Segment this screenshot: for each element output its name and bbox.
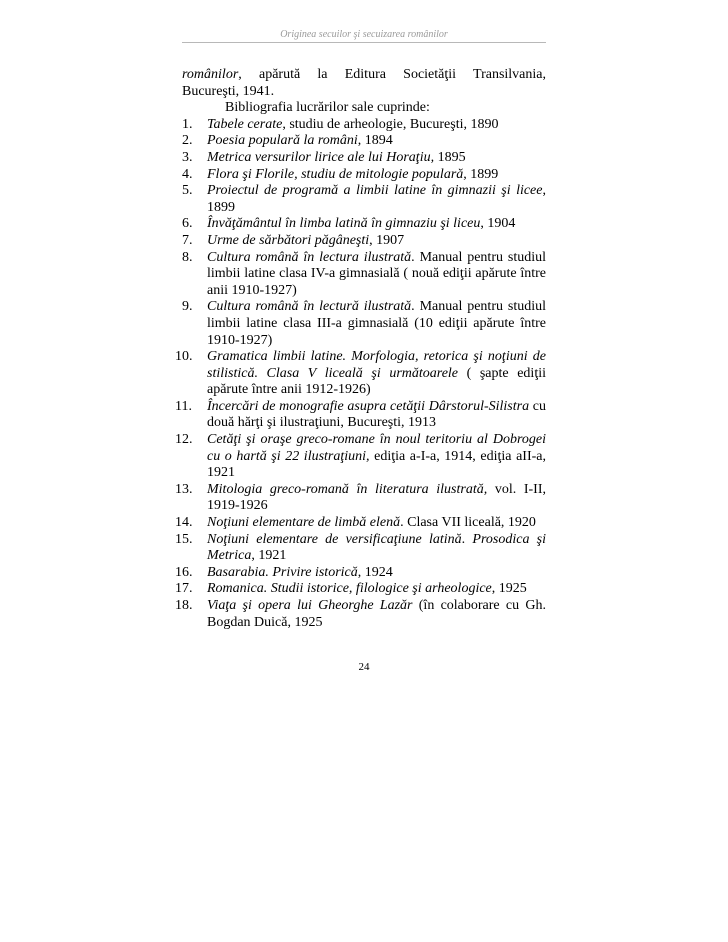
item-number: 17. xyxy=(175,581,193,597)
item-details: 1895 xyxy=(434,149,466,165)
intro-paragraph xyxy=(182,67,546,100)
item-details: , 1899 xyxy=(207,183,546,215)
item-details: (în colaborare cu Gh. Bogdan Duică, 1925 xyxy=(207,598,546,630)
item-details-2: , 1921 xyxy=(251,548,287,564)
bibliography-item xyxy=(175,581,546,598)
bibliography-item xyxy=(175,481,546,515)
item-number: 5. xyxy=(182,183,193,199)
item-details: , studiu de arheologie, Bucureşti, 1890 xyxy=(282,116,499,132)
item-details: , 1904 xyxy=(480,216,516,232)
item-number: 15. xyxy=(175,531,193,547)
intro-line-1 xyxy=(182,67,546,84)
item-details: ( şapte ediţii apărute între anii 1912-1926) xyxy=(207,365,546,398)
bibliography-item xyxy=(175,349,546,399)
intro-rest: , apărută la Editura Societăţii Transilvania, xyxy=(238,67,546,82)
item-title: Gramatica limbii latine. Morfologia, retorica şi noţiuni de stilistică. Clasa V liceală şi următoarele xyxy=(207,349,546,381)
item-title: Cetăţi şi oraşe greco-romane în noul teritoriu al Dobrogei cu o hartă şi 22 ilustraţiuni, xyxy=(207,432,546,464)
item-number: 8. xyxy=(182,249,193,265)
item-number: 1. xyxy=(182,116,193,132)
item-title: Viaţa şi opera lui Gheorghe Lazăr xyxy=(207,598,413,613)
bibliography-item xyxy=(175,531,547,565)
bibliography-item xyxy=(175,598,546,631)
item-title: Basarabia. Privire istorică xyxy=(207,564,358,580)
item-details: , 1894 xyxy=(357,133,393,149)
bibliography-item xyxy=(182,133,546,150)
item-number: 10. xyxy=(175,349,193,365)
item-number: 13. xyxy=(175,481,193,497)
item-title: Noţiuni elementare de limbă elenă xyxy=(207,515,401,531)
bibliography-item xyxy=(175,432,546,482)
item-details: ediţia a-I-a, 1914, ediţia aII-a, 1921 xyxy=(207,448,546,481)
item-title: Încercări de monografie asupra cetăţii Dârstorul-Silistra xyxy=(207,398,530,414)
item-details: . Manual pentru studiul limbii latine clasa IV-a gimnasială ( nouă ediţii apărute între anii 1910-1927) xyxy=(207,249,546,298)
bibliography-item xyxy=(182,250,546,300)
item-details: . xyxy=(461,531,473,547)
item-number: 3. xyxy=(182,149,193,165)
bibliography-item xyxy=(175,564,546,582)
item-number: 9. xyxy=(182,299,193,315)
item-title: Învăţământul în limba latină în gimnaziu şi liceu xyxy=(207,216,481,232)
bibliography-item xyxy=(182,150,546,167)
bibliography-item xyxy=(182,233,546,250)
item-title: Urme de sărbători păgâneşti xyxy=(207,232,370,248)
item-details: vol. I-II, 1919-1926 xyxy=(207,481,546,514)
item-number: 18. xyxy=(175,598,193,613)
page-number: 24 xyxy=(358,661,370,673)
bibliography-item xyxy=(182,183,546,216)
item-title: Proiectul de programă a limbii latine în gimnazii şi licee xyxy=(207,183,543,199)
item-number: 12. xyxy=(175,432,193,448)
item-number: 11. xyxy=(175,398,192,414)
item-title: Tabele cerate xyxy=(207,116,283,132)
item-title: Flora şi Florile, studiu de mitologie populară xyxy=(207,166,464,182)
running-header: Originea secuilor şi secuizarea românilor xyxy=(182,29,546,43)
item-details: cu două hărţi şi ilustraţiuni, Bucureşti, 1913 xyxy=(207,398,546,431)
bibliography-item xyxy=(182,299,546,349)
item-number: 2. xyxy=(182,133,193,149)
intro-line-2: Bucureşti, 1941. xyxy=(182,83,275,99)
item-title: Cultura română în lectură ilustrată xyxy=(207,299,412,315)
item-details: , 1899 xyxy=(463,166,499,182)
item-title: Romanica. Studii istorice, filologice şi arheologice xyxy=(207,581,492,597)
item-details: , 1924 xyxy=(357,564,393,580)
bibliography-item xyxy=(182,167,546,184)
item-subtitle: Prosodica şi Metrica xyxy=(207,531,547,564)
item-details: . Manual pentru studiul limbii latine clasa III-a gimnasială (10 ediţii apărute între 1910-1927) xyxy=(207,299,546,348)
item-details: . Clasa VII liceală, 1920 xyxy=(400,515,536,531)
item-title: Metrica versurilor lirice ale lui Horaţiu, xyxy=(207,149,435,165)
intro-italic: românilor xyxy=(182,67,239,82)
item-details: , 1907 xyxy=(369,232,405,248)
bibliography-item xyxy=(175,515,546,532)
item-title: Cultura română în lectura ilustrată xyxy=(207,249,412,265)
bibliography-heading: Bibliografia lucrărilor sale cuprinde: xyxy=(225,100,430,116)
item-number: 14. xyxy=(175,515,193,531)
item-title: Noţiuni elementare de versificaţiune latină xyxy=(207,531,462,547)
bibliography-item xyxy=(182,117,546,134)
item-number: 4. xyxy=(182,166,193,182)
item-number: 7. xyxy=(182,232,193,248)
item-number: 16. xyxy=(175,564,193,580)
bibliography-item xyxy=(182,216,546,233)
bibliography-item xyxy=(175,398,546,432)
item-title: Mitologia greco-romană în literatura ilustrată, xyxy=(207,481,488,497)
item-details: , 1925 xyxy=(491,581,527,597)
item-number: 6. xyxy=(182,216,193,232)
page-body xyxy=(175,67,547,631)
item-title: Poesia populară la români xyxy=(207,133,358,149)
bibliography-list xyxy=(175,116,547,631)
